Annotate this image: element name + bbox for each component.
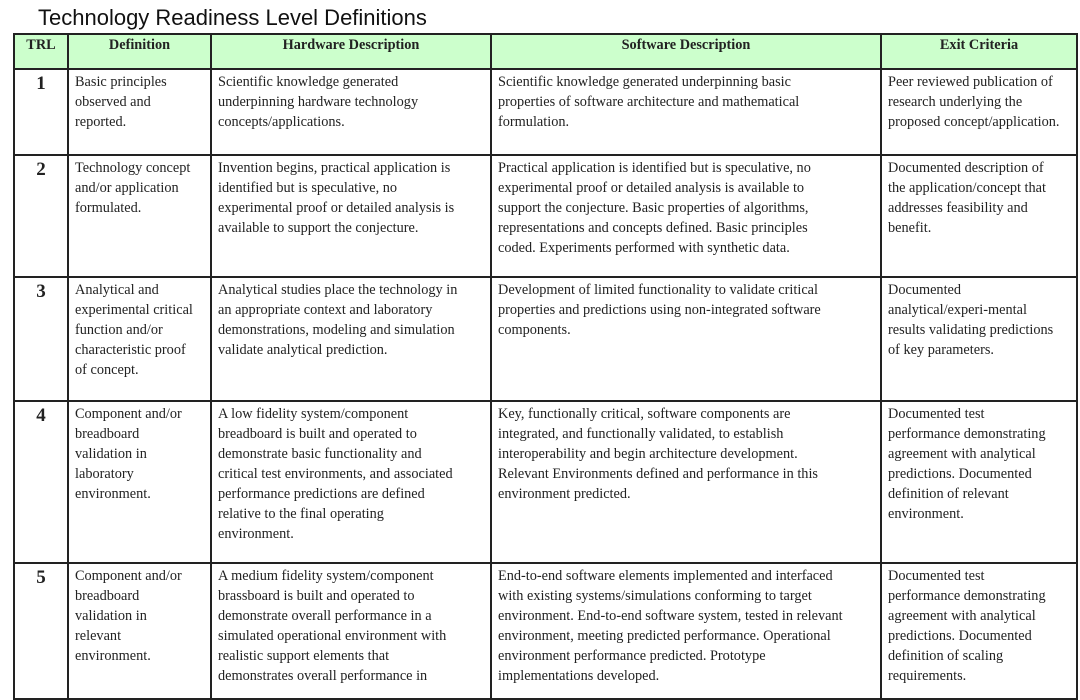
table-row	[14, 155, 1077, 277]
table-row	[14, 277, 1077, 401]
software-cell: Scientific knowledge generated underpinning basic properties of software architecture and mathematical formulation.	[491, 69, 881, 155]
hardware-cell: Invention begins, practical application is identified but is speculative, no experimental proof or detailed analysis is available to support the conjecture.	[211, 155, 491, 277]
exit-criteria-cell: Documented test performance demonstrating agreement with analytical predictions. Documented definition of relevant environment.	[881, 401, 1077, 563]
header-exit-criteria: Exit Criteria	[881, 34, 1077, 69]
hardware-cell: A medium fidelity system/component brassboard is built and operated to demonstrate overall performance in a simulated operational environment with realistic support elements that demonstrates overall performance in	[211, 563, 491, 699]
software-cell: Practical application is identified but is speculative, no experimental proof or detailed analysis is available to support the conjecture. Basic properties of algorithms, representations and concepts defined. Basic principles coded. Experiments performed with synthetic data.	[491, 155, 881, 277]
definition-cell: Analytical and experimental critical function and/or characteristic proof of concept.	[68, 277, 211, 401]
trl-cell: 5	[14, 563, 68, 699]
software-cell: Development of limited functionality to validate critical properties and predictions using non-integrated software components.	[491, 277, 881, 401]
table-header-row	[14, 34, 1077, 69]
hardware-cell: Scientific knowledge generated underpinning hardware technology concepts/applications.	[211, 69, 491, 155]
definition-cell: Component and/or breadboard validation in laboratory environment.	[68, 401, 211, 563]
trl-cell: 3	[14, 277, 68, 401]
exit-criteria-cell: Documented analytical/experi-mental results validating predictions of key parameters.	[881, 277, 1077, 401]
document-title: Technology Readiness Level Definitions	[38, 5, 427, 30]
table-row	[14, 563, 1077, 699]
definition-cell: Component and/or breadboard validation in relevant environment.	[68, 563, 211, 699]
exit-criteria-cell: Documented description of the application/concept that addresses feasibility and benefit.	[881, 155, 1077, 277]
exit-criteria-cell: Documented test performance demonstrating agreement with analytical predictions. Documented definition of scaling requirements.	[881, 563, 1077, 699]
header-hardware: Hardware Description	[211, 34, 491, 69]
trl-cell: 4	[14, 401, 68, 563]
hardware-cell: A low fidelity system/component breadboard is built and operated to demonstrate basic functionality and critical test environments, and associated performance predictions are defined relative to the final operating environment.	[211, 401, 491, 563]
trl-table	[13, 33, 1078, 700]
exit-criteria-cell: Peer reviewed publication of research underlying the proposed concept/application.	[881, 69, 1077, 155]
software-cell: End-to-end software elements implemented and interfaced with existing systems/simulations conforming to target environment. End-to-end software system, tested in relevant environment, meeting predicted performance. Operational environment performance predicted. Prototype implementations developed.	[491, 563, 881, 699]
table-row	[14, 69, 1077, 155]
header-definition: Definition	[68, 34, 211, 69]
trl-cell: 2	[14, 155, 68, 277]
table-row	[14, 401, 1077, 563]
software-cell: Key, functionally critical, software components are integrated, and functionally validated, to establish interoperability and begin architecture development. Relevant Environments defined and performance in this environment predicted.	[491, 401, 881, 563]
header-trl: TRL	[14, 34, 68, 69]
definition-cell: Basic principles observed and reported.	[68, 69, 211, 155]
definition-cell: Technology concept and/or application formulated.	[68, 155, 211, 277]
trl-cell: 1	[14, 69, 68, 155]
hardware-cell: Analytical studies place the technology in an appropriate context and laboratory demonstrations, modeling and simulation validate analytical prediction.	[211, 277, 491, 401]
header-software: Software Description	[491, 34, 881, 69]
